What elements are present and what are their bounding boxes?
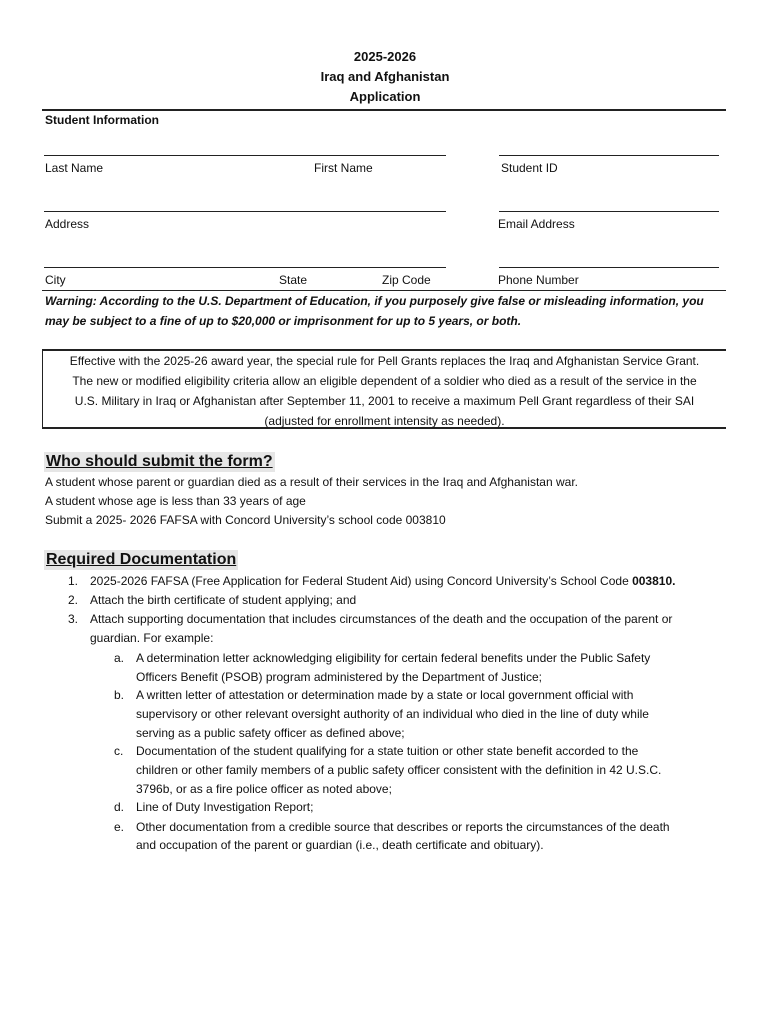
form-year: 2025-2026 <box>353 49 417 64</box>
sub-item-e-line-2: and occupation of the parent or guardian (i.e., death certificate and obituary). <box>136 838 544 852</box>
notice-line-1: Effective with the 2025-26 award year, the special rule for Pell Grants replaces the Iraq and Afghanistan Service Grant. <box>69 354 700 368</box>
phone-label: Phone Number <box>498 273 579 287</box>
email-label: Email Address <box>498 217 575 231</box>
student-id-field-line[interactable] <box>499 155 719 156</box>
who-line-1: A student whose parent or guardian died as a result of their services in the Iraq and Afghanistan war. <box>45 475 578 489</box>
state-label: State <box>279 273 308 287</box>
sub-item-b-line-1: A written letter of attestation or determination made by a state or local government official with <box>136 688 634 702</box>
doc-item-1: 2025-2026 FAFSA (Free Application for Federal Student Aid) using Concord University’s School Code 003810. <box>90 574 676 588</box>
notice-line-2: The new or modified eligibility criteria allow an eligible dependent of a soldier who died as a result of the service in the <box>72 374 697 388</box>
notice-line-4: (adjusted for enrollment intensity as needed). <box>264 414 505 428</box>
doc-item-3-line-2: guardian. For example: <box>90 631 214 645</box>
form-subtitle: Application <box>349 89 421 104</box>
doc-item-3-number: 3. <box>68 612 79 626</box>
name-field-line[interactable] <box>44 155 446 156</box>
sub-item-c-line-3: 3796b, or as a fire police officer as noted above; <box>136 782 392 796</box>
sub-item-a-letter: a. <box>114 651 125 665</box>
zip-label: Zip Code <box>382 273 431 287</box>
who-should-submit-heading: Who should submit the form? <box>46 453 273 470</box>
required-documentation-heading: Required Documentation <box>46 551 237 568</box>
last-name-label: Last Name <box>45 161 104 175</box>
warning-line-2: may be subject to a fine of up to $20,000 or imprisonment for up to 5 years, or both. <box>45 314 522 328</box>
sub-item-d-letter: d. <box>114 800 125 814</box>
phone-field-line[interactable] <box>499 267 719 268</box>
sub-item-c-line-1: Documentation of the student qualifying for a state tuition or other state benefit accorded to the <box>136 744 639 758</box>
address-field-line[interactable] <box>44 211 446 212</box>
doc-item-3-line-1: Attach supporting documentation that includes circumstances of the death and the occupation of the parent or <box>90 612 673 626</box>
student-info-label: Student Information <box>45 113 159 127</box>
info-divider <box>42 290 726 291</box>
who-line-3: Submit a 2025- 2026 FAFSA with Concord University’s school code 003810 <box>45 513 446 527</box>
sub-item-b-letter: b. <box>114 688 125 702</box>
doc-item-2: Attach the birth certificate of student applying; and <box>90 593 357 607</box>
pell-grant-notice <box>42 349 726 429</box>
student-id-label: Student ID <box>501 161 558 175</box>
sub-item-e-letter: e. <box>114 820 125 834</box>
sub-item-a-line-1: A determination letter acknowledging eligibility for certain federal benefits under the Public Safety <box>136 651 651 665</box>
email-field-line[interactable] <box>499 211 719 212</box>
form-title: Iraq and Afghanistan <box>320 69 450 84</box>
sub-item-e-line-1: Other documentation from a credible source that describes or reports the circumstances of the death <box>136 820 670 834</box>
warning-line-1: Warning: According to the U.S. Department of Education, if you purposely give false or misleading information, you <box>45 294 704 308</box>
header-divider <box>42 109 726 111</box>
first-name-label: First Name <box>314 161 373 175</box>
sub-item-d-line-1: Line of Duty Investigation Report; <box>136 800 314 814</box>
notice-line-3: U.S. Military in Iraq or Afghanistan after September 11, 2001 to receive a maximum Pell Grant regardless of their SAI <box>74 394 695 408</box>
sub-item-b-line-2: supervisory or other relevant oversight authority of an individual who died in the line of duty while <box>136 707 649 721</box>
sub-item-a-line-2: Officers Benefit (PSOB) program administered by the Department of Justice; <box>136 670 542 684</box>
city-label: City <box>45 273 66 287</box>
address-label: Address <box>45 217 90 231</box>
doc-item-2-number: 2. <box>68 593 79 607</box>
sub-item-c-letter: c. <box>114 744 124 758</box>
sub-item-c-line-2: children or other family members of a public safety officer consistent with the definition in 42 U.S.C. <box>136 763 662 777</box>
sub-item-b-line-3: serving as a public safety officer as defined above; <box>136 726 405 740</box>
doc-item-1-number: 1. <box>68 574 79 588</box>
school-code: 003810. <box>632 574 676 588</box>
who-line-2: A student whose age is less than 33 years of age <box>45 494 306 508</box>
city-state-zip-field-line[interactable] <box>44 267 446 268</box>
